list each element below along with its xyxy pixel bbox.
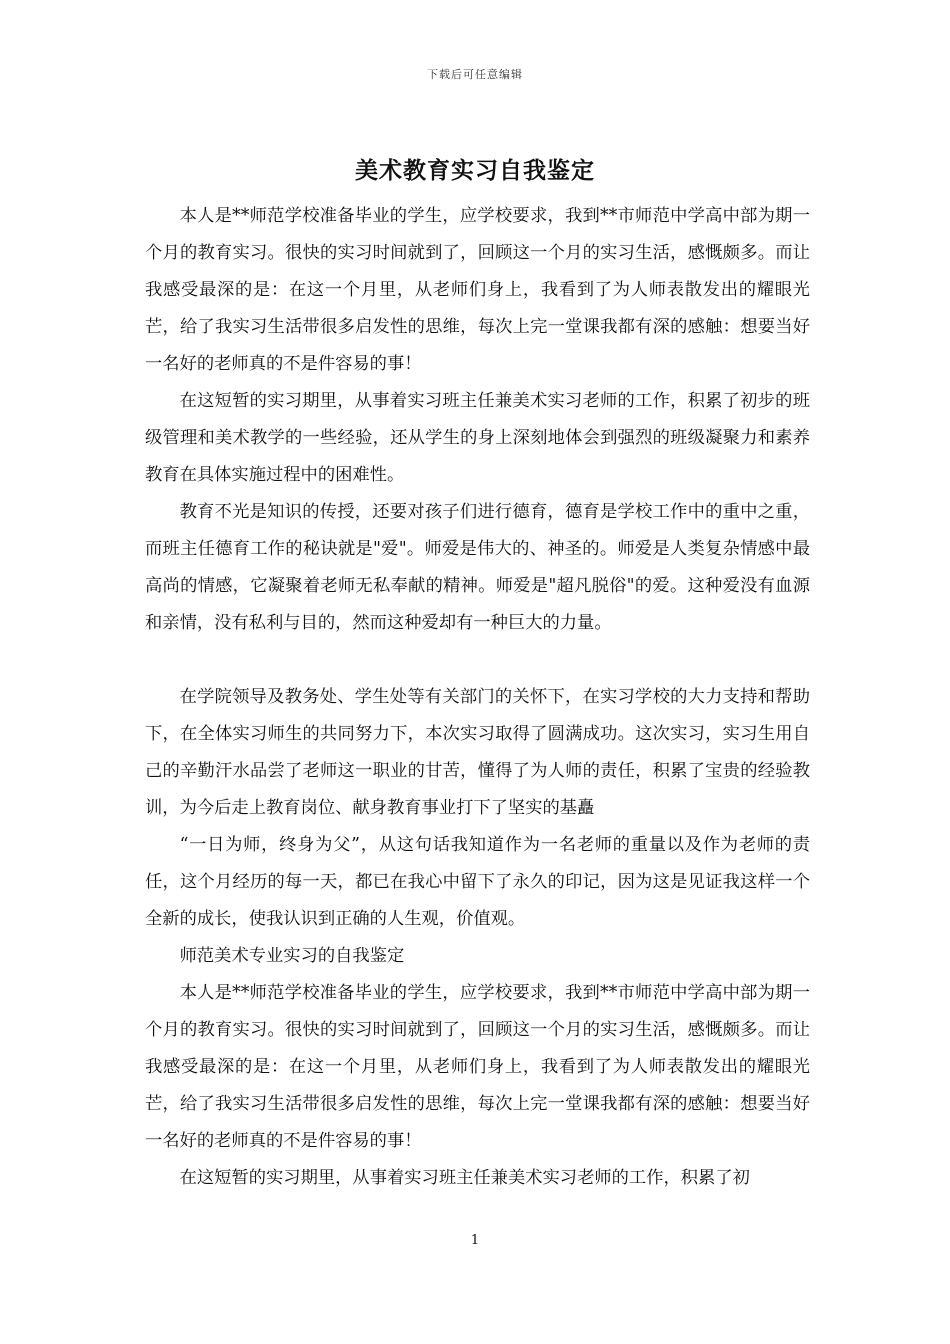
paragraph-success: 在学院领导及教务处、学生处等有关部门的关怀下，在实习学校的大力支持和帮助下，在全体实习师生的共同努力下，本次实习取得了圆满成功。这次实习，实习生用自己的辛勤汗水品尝了老师这一职业的甘苦，懂得了为人师的责任，积累了宝贵的经验教训，为今后走上教育岗位、献身教育事业打下了坚实的基矗 xyxy=(145,687,810,818)
page-header: 下载后可任意编辑 xyxy=(427,68,523,81)
paragraph-intro: 本人是**师范学校准备毕业的学生，应学校要求，我到**市师范中学高中部为期一个月的教育实习。很快的实习时间就到了，回顾这一个月的实习生活，感慨颇多。而让我感受最深的是：在这一个月里，从老师们身上，我看到了为人师表散发出的耀眼光芒，给了我实习生活带很多启发性的思维，每次上完一堂课我都有深的感触：想要当好一名好的老师真的不是件容易的事！ xyxy=(145,206,810,374)
paragraph-internship-period-repeat: 在这短暂的实习期里，从事着实习班主任兼美术实习老师的工作，积累了初 xyxy=(179,1168,750,1188)
paragraph-intro-repeat: 本人是**师范学校准备毕业的学生，应学校要求，我到**市师范中学高中部为期一个月的教育实习。很快的实习时间就到了，回顾这一个月的实习生活，感慨颇多。而让我感受最深的是：在这一个月里，从老师们身上，我看到了为人师表散发出的耀眼光芒，给了我实习生活带很多启发性的思维，每次上完一堂课我都有深的感触：想要当好一名好的老师真的不是件容易的事！ xyxy=(145,983,810,1151)
paragraph-internship-period: 在这短暂的实习期里，从事着实习班主任兼美术实习老师的工作，积累了初步的班级管理和美术教学的一些经验，还从学生的身上深刻地体会到强烈的班级凝聚力和素养教育在具体实施过程中的困难性。 xyxy=(145,391,810,485)
section-heading: 师范美术专业实习的自我鉴定 xyxy=(179,946,405,966)
document-body xyxy=(145,198,810,1197)
document-title: 美术教育实习自我鉴定 xyxy=(355,157,595,184)
paragraph-quote: “一日为师，终身为父”，从这句话我知道作为一名老师的重量以及作为老师的责任，这个月经历的每一天，都已在我心中留下了永久的印记，因为这是见证我这样一个全新的成长，使我认识到正确的人生观，价值观。 xyxy=(145,835,810,929)
paragraph-moral-education: 教育不光是知识的传授，还要对孩子们进行德育，德育是学校工作中的重中之重，而班主任德育工作的秘诀就是"爱"。师爱是伟大的、神圣的。师爱是人类复杂情感中最高尚的情感，它凝聚着老师无私奉献的精神。师爱是"超凡脱俗"的爱。这种爱没有血源和亲情，没有私利与目的，然而这种爱却有一种巨大的力量。 xyxy=(145,502,810,633)
page-number: 1 xyxy=(470,1233,480,1248)
paragraph-gap xyxy=(145,642,810,679)
